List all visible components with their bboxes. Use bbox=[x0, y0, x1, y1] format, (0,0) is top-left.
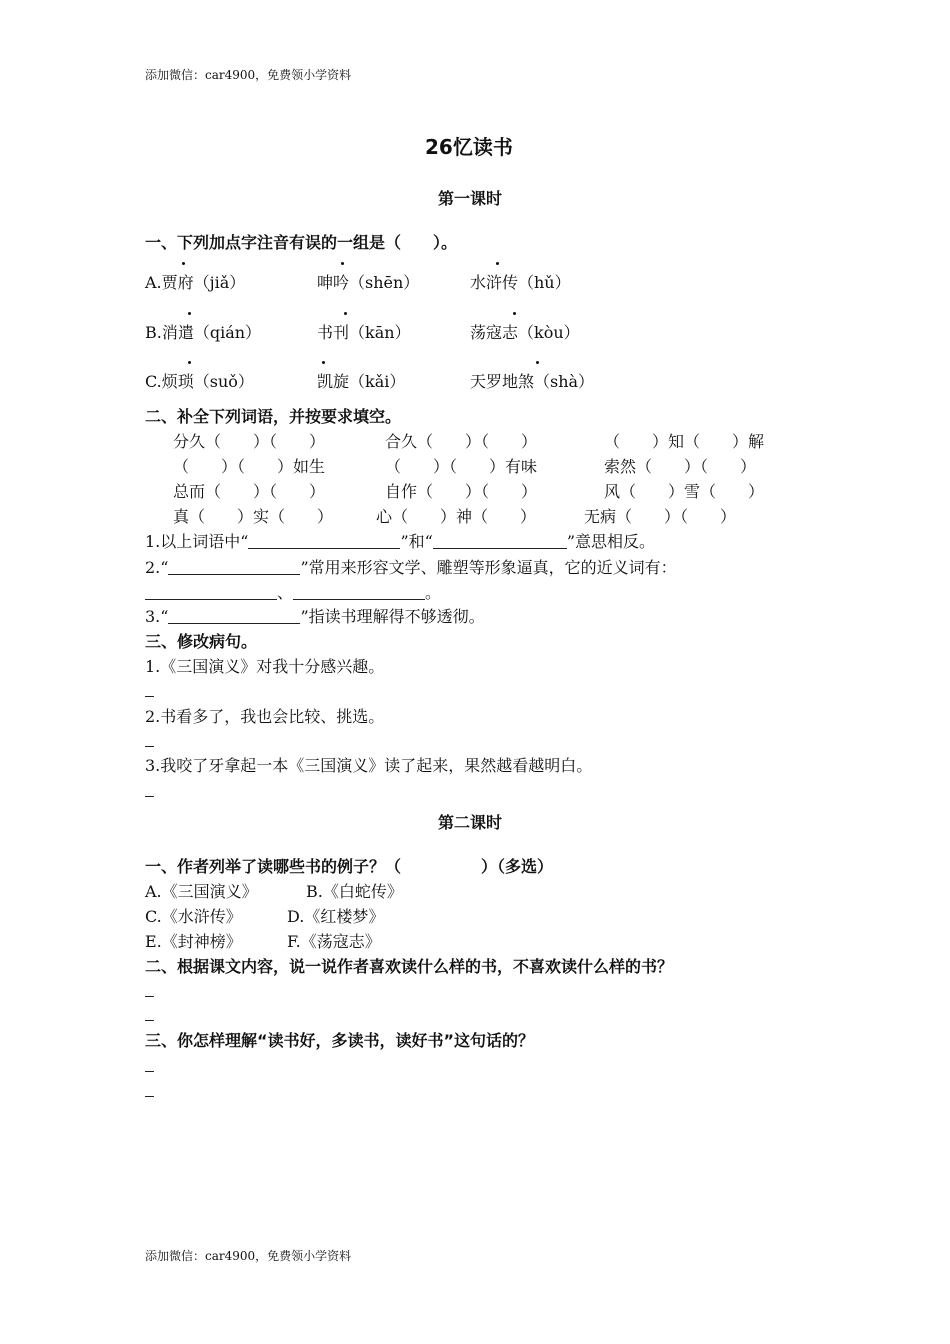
idiom-2-1: （ ）（ ）如生 bbox=[173, 457, 326, 476]
option-c-3: 天罗地煞（shà） bbox=[470, 372, 595, 391]
lesson2-heading: 第二课时 bbox=[438, 813, 503, 832]
faulty-sentence-2: 2.书看多了，我也会比较、挑选。 bbox=[145, 707, 385, 726]
book-option-c: C.《水浒传》 bbox=[145, 907, 242, 926]
emphasis-dot bbox=[536, 361, 539, 364]
idiom-1-3: （ ）知（ ）解 bbox=[604, 432, 765, 451]
idiom-4-1: 真（ ）实（ ） bbox=[173, 507, 334, 526]
fill-text: ”和“ bbox=[400, 532, 433, 551]
fill-text: 1.以上词语中“ bbox=[145, 532, 249, 551]
l1-q3-title: 三、修改病句。 bbox=[145, 632, 258, 651]
option-a-3: 水浒传（hǔ） bbox=[470, 273, 571, 292]
idiom-2-2: （ ）（ ）有味 bbox=[385, 457, 538, 476]
answer-blank[interactable] bbox=[168, 609, 300, 624]
idiom-2-3: 索然（ ）（ ） bbox=[604, 457, 757, 476]
fill-sentence-2 bbox=[145, 555, 677, 578]
answer-blank[interactable] bbox=[168, 560, 300, 575]
faulty-sentence-1: 1.《三国演义》对我十分感兴趣。 bbox=[145, 657, 385, 676]
emphasis-dot bbox=[341, 262, 344, 265]
book-option-e: E.《封神榜》 bbox=[145, 932, 242, 951]
faulty-sentence-3: 3.我咬了牙拿起一本《三国演义》读了起来，果然越看越明白。 bbox=[145, 756, 593, 775]
emphasis-dot bbox=[344, 312, 347, 315]
idiom-4-3: 无病（ ）（ ） bbox=[584, 507, 737, 526]
emphasis-dot bbox=[182, 262, 185, 265]
fill-sentence-2-cont bbox=[145, 580, 441, 603]
answer-line[interactable] bbox=[145, 796, 154, 797]
l1-q1-title: 一、下列加点字注音有误的一组是（ ）。 bbox=[145, 233, 458, 252]
answer-blank[interactable] bbox=[293, 585, 425, 600]
answer-blank[interactable] bbox=[248, 534, 400, 549]
answer-line[interactable] bbox=[145, 746, 154, 747]
fill-text: 3.“ bbox=[145, 607, 169, 626]
emphasis-dot bbox=[322, 361, 325, 364]
idiom-3-3: 风（ ）雪（ ） bbox=[604, 482, 765, 501]
fill-text: ”常用来形容文学、雕塑等形象逼真，它的近义词有： bbox=[300, 558, 677, 577]
option-c-1: C.烦琐（suǒ） bbox=[145, 372, 254, 391]
answer-line[interactable] bbox=[145, 1020, 154, 1021]
fill-sentence-1 bbox=[145, 529, 655, 552]
book-option-f: F.《荡寇志》 bbox=[287, 932, 381, 951]
fill-text: 、 bbox=[277, 583, 294, 602]
fill-text: ”意思相反。 bbox=[566, 532, 656, 551]
emphasis-dot bbox=[188, 312, 191, 315]
l2-q3-title: 三、你怎样理解“读书好，多读书，读好书”这句话的？ bbox=[145, 1031, 535, 1050]
option-c-2: 凯旋（kǎi） bbox=[317, 372, 406, 391]
answer-line[interactable] bbox=[145, 696, 154, 697]
book-option-d: D.《红楼梦》 bbox=[287, 907, 385, 926]
option-b-3: 荡寇志（kòu） bbox=[470, 323, 580, 342]
idiom-1-2: 合久（ ）（ ） bbox=[385, 432, 538, 451]
fill-text: 。 bbox=[425, 583, 442, 602]
page-title: 26忆读书 bbox=[425, 135, 513, 159]
page-header: 添加微信：car4900，免费领小学资料 bbox=[145, 68, 352, 82]
book-option-a: A.《三国演义》 bbox=[145, 882, 258, 901]
idiom-3-1: 总而（ ）（ ） bbox=[173, 482, 326, 501]
answer-line[interactable] bbox=[145, 1096, 154, 1097]
emphasis-dot bbox=[496, 262, 499, 265]
emphasis-dot bbox=[513, 312, 516, 315]
idiom-1-1: 分久（ ）（ ） bbox=[173, 432, 326, 451]
page-footer: 添加微信：car4900，免费领小学资料 bbox=[145, 1249, 352, 1263]
l2-q1-title: 一、作者列举了读哪些书的例子？（ ）（多选） bbox=[145, 857, 554, 876]
l2-q2-title: 二、根据课文内容，说一说作者喜欢读什么样的书，不喜欢读什么样的书？ bbox=[145, 957, 674, 976]
answer-line[interactable] bbox=[145, 1071, 154, 1072]
fill-text: ”指读书理解得不够透彻。 bbox=[300, 607, 485, 626]
option-a-2: 呻吟（shēn） bbox=[317, 273, 420, 292]
fill-text: 2.“ bbox=[145, 558, 169, 577]
l1-q2-title: 二、补全下列词语，并按要求填空。 bbox=[145, 407, 402, 426]
answer-blank[interactable] bbox=[433, 534, 567, 549]
fill-sentence-3 bbox=[145, 604, 485, 627]
idiom-4-2: 心（ ）神（ ） bbox=[376, 507, 537, 526]
emphasis-dot bbox=[188, 361, 191, 364]
book-option-b: B.《白蛇传》 bbox=[306, 882, 403, 901]
option-a-1: A.贾府（jiǎ） bbox=[145, 273, 246, 292]
answer-line[interactable] bbox=[145, 996, 154, 997]
option-b-1: B.消遣（qián） bbox=[145, 323, 262, 342]
option-b-2: 书刊（kān） bbox=[317, 323, 411, 342]
lesson1-heading: 第一课时 bbox=[438, 189, 503, 208]
answer-blank[interactable] bbox=[145, 585, 277, 600]
idiom-3-2: 自作（ ）（ ） bbox=[385, 482, 538, 501]
